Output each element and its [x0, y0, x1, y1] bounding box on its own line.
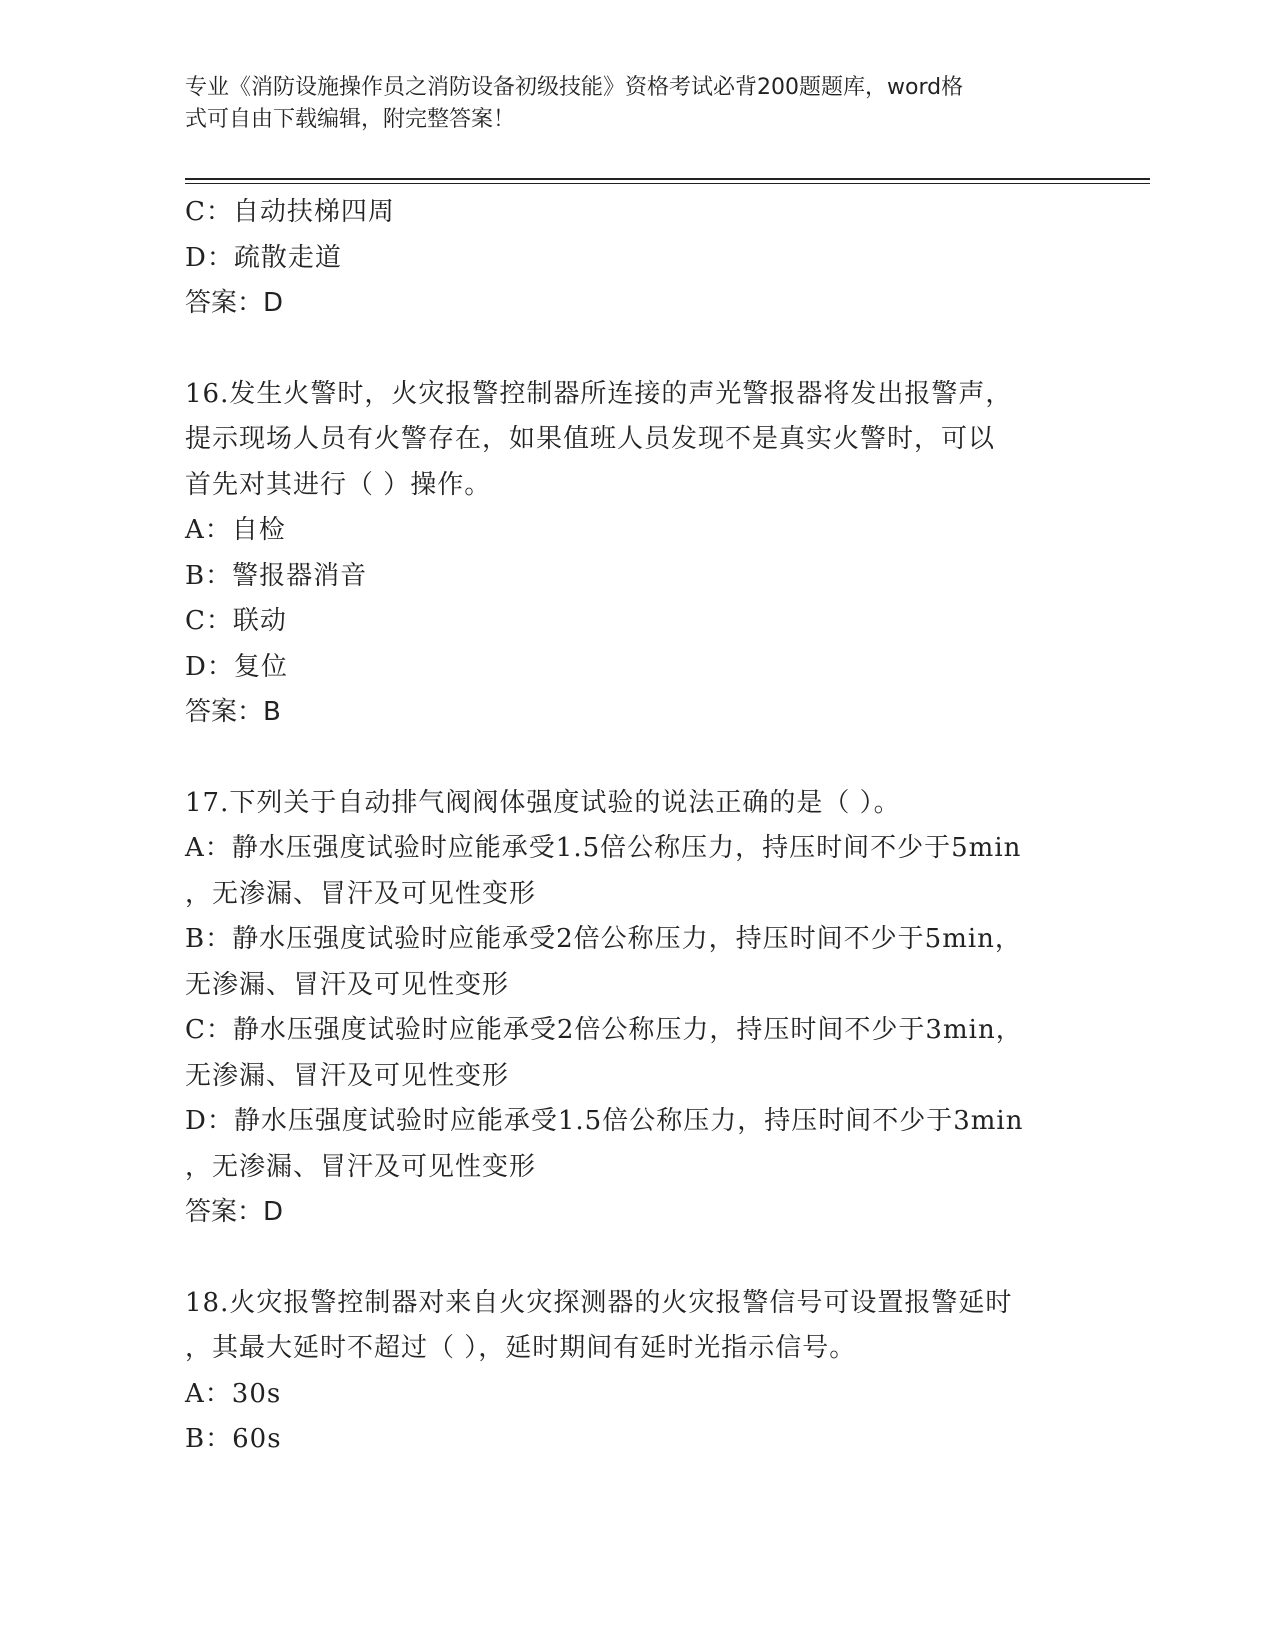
- document-header: [185, 72, 1065, 136]
- q15-option-c: C：自动扶梯四周: [185, 197, 395, 227]
- q16-option-b: B：警报器消音: [185, 560, 368, 591]
- q18-stem-line: 18.火灾报警控制器对来自火灾探测器的火灾报警信号可设置报警延时: [185, 1287, 1013, 1318]
- q15-option-d: D：疏散走道: [185, 242, 342, 273]
- q16-stem-line: 16.发生火警时，火灾报警控制器所连接的声光警报器将发出报警声，: [185, 378, 1013, 409]
- q16-option-d: D：复位: [185, 651, 288, 682]
- question-16: [185, 372, 1085, 736]
- spacer: [185, 1236, 1085, 1281]
- header-divider-thin: [185, 183, 1150, 184]
- q17-option-b-line: 无渗漏、冒汗及可见性变形: [185, 969, 510, 1000]
- question-15: [185, 190, 1085, 327]
- question-list: [185, 190, 1085, 1463]
- q17-option-b-line: B：静水压强度试验时应能承受2倍公称压力，持压时间不少于5min，: [185, 924, 1022, 954]
- q18-stem-line: ，其最大延时不超过（ ），延时期间有延时光指示信号。: [185, 1333, 857, 1363]
- q17-option-c-line: 无渗漏、冒汗及可见性变形: [185, 1060, 510, 1091]
- spacer: [185, 327, 1085, 372]
- q17-option-d-line: D：静水压强度试验时应能承受1.5倍公称压力，持压时间不少于3min: [185, 1106, 1024, 1136]
- q17-option-a-line: ，无渗漏、冒汗及可见性变形: [185, 878, 537, 909]
- header-line-1: 专业《消防设施操作员之消防设备初级技能》资格考试必背200题题库，word格: [185, 75, 964, 100]
- q17-answer: 答案：D: [185, 1197, 284, 1227]
- q17-option-a-line: A：静水压强度试验时应能承受1.5倍公称压力，持压时间不少于5min: [185, 833, 1022, 863]
- header-divider-thick: [185, 178, 1150, 180]
- q18-option-b: B：60s: [185, 1424, 282, 1454]
- q16-option-a: A：自检: [185, 515, 286, 545]
- q18-option-a: A：30s: [185, 1378, 282, 1409]
- q16-option-c: C：联动: [185, 606, 287, 636]
- header-line-2: 式可自由下载编辑，附完整答案！: [185, 107, 516, 132]
- q17-option-c-line: C：静水压强度试验时应能承受2倍公称压力，持压时间不少于3min，: [185, 1015, 1023, 1045]
- q17-stem: 17.下列关于自动排气阀阀体强度试验的说法正确的是（ ）。: [185, 787, 901, 818]
- q17-option-d-line: ，无渗漏、冒汗及可见性变形: [185, 1151, 537, 1182]
- question-18: [185, 1281, 1085, 1463]
- spacer: [185, 736, 1085, 781]
- question-17: [185, 781, 1085, 1236]
- q16-stem-line: 首先对其进行（ ）操作。: [185, 469, 492, 500]
- q16-answer: 答案：B: [185, 697, 281, 727]
- q16-stem-line: 提示现场人员有火警存在，如果值班人员发现不是真实火警时，可以: [185, 424, 996, 454]
- q15-answer: 答案：D: [185, 288, 284, 318]
